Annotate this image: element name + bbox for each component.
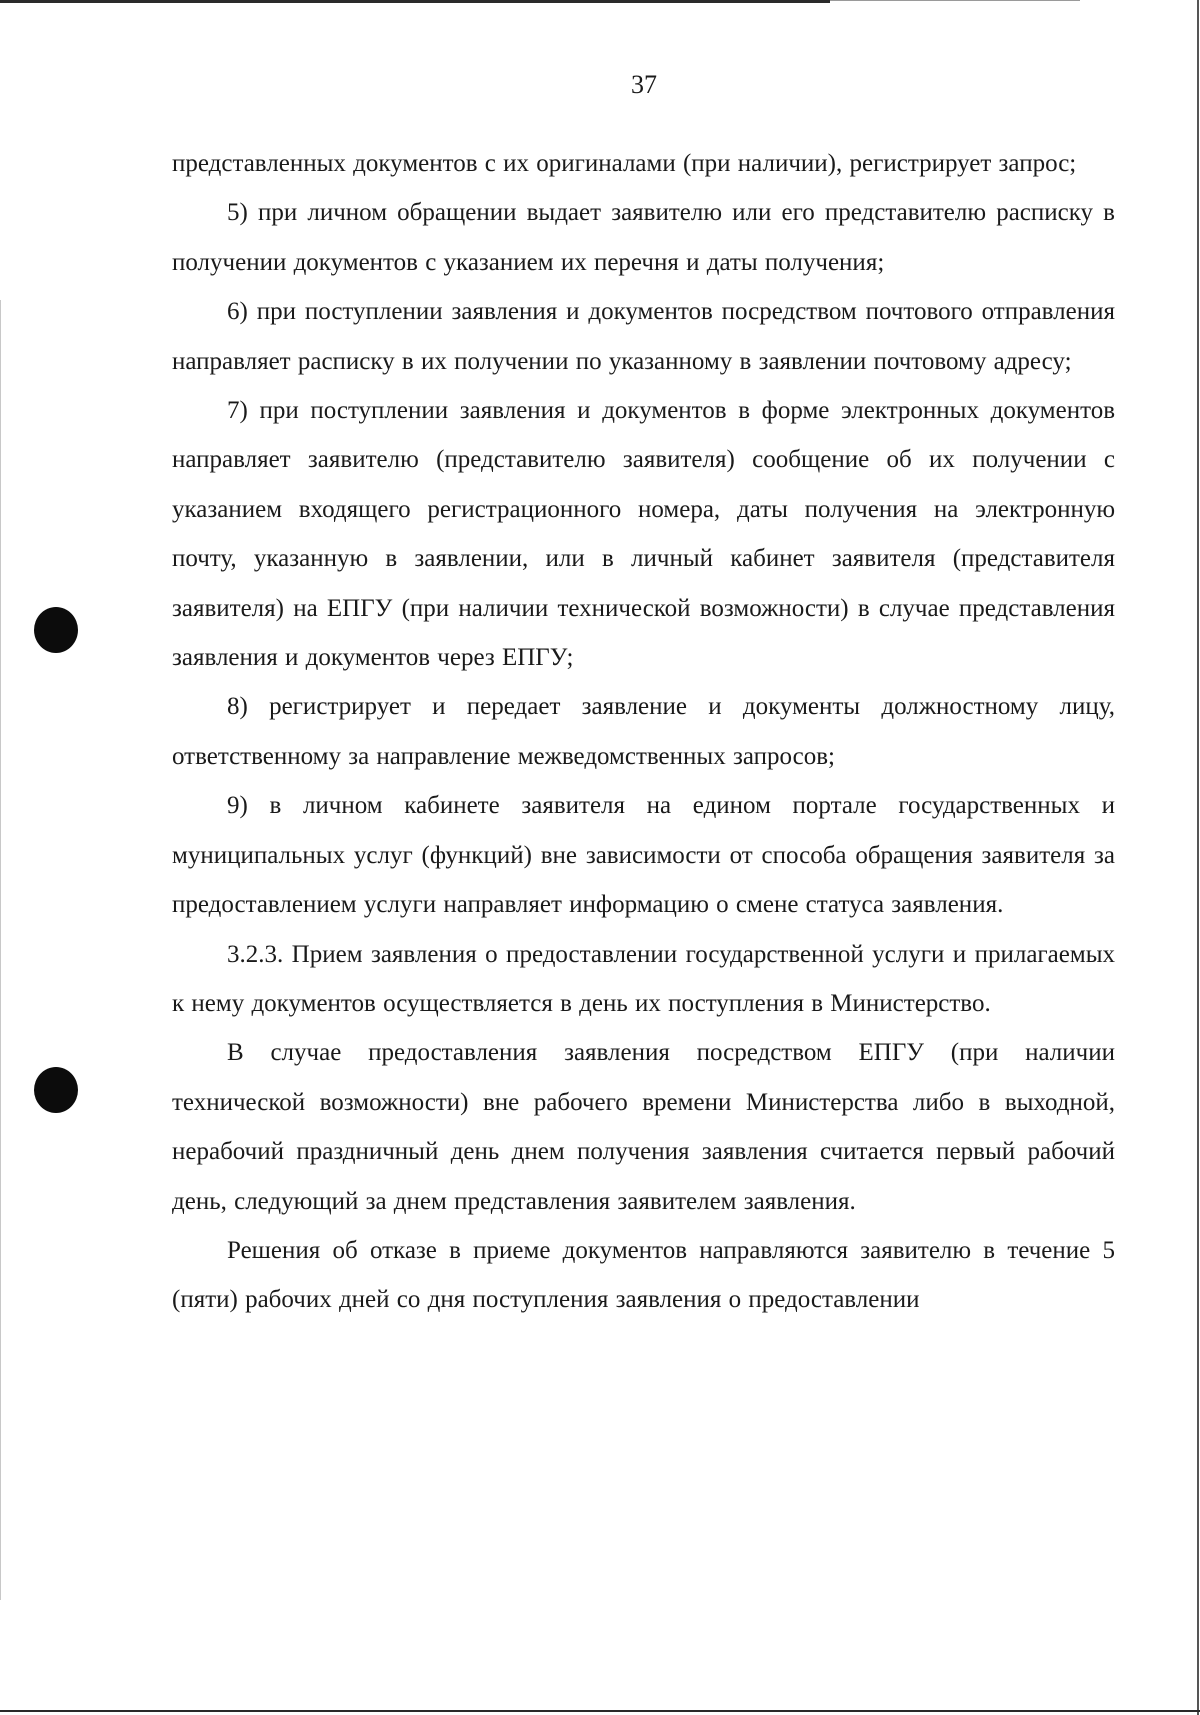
- scan-left-edge: [0, 300, 1, 1600]
- scan-bottom-edge: [0, 1710, 1200, 1712]
- paragraph: представленных документов с их оригиналами (при наличии), регистрирует запрос;: [172, 150, 1077, 177]
- paragraph: В случае предоставления заявления посредством ЕПГУ (при наличии технической возможности) вне рабочего времени Министерства либо в выходной, нерабочий праздничный день днем получения заявления считается первый рабочий день, следующий за днем представления заявителем заявления.: [172, 1039, 1115, 1215]
- scan-right-edge: [1197, 0, 1199, 1715]
- page-number: 37: [631, 70, 657, 99]
- punch-hole-lower: [34, 1067, 78, 1113]
- paragraph: 7) при поступлении заявления и документов в форме электронных документов направляет заявителю (представителю заявителя) сообщение об их получении с указанием входящего регистрационного номера, даты получения на электронную почту, указанную в заявлении, или в личный кабинет заявителя (представителя заявителя) на ЕПГУ (при наличии технической возможности) в случае представления заявления и документов через ЕПГУ;: [172, 397, 1115, 672]
- paragraph: 5) при личном обращении выдает заявителю или его представителю расписку в получении документов с указанием их перечня и даты получения;: [172, 199, 1115, 276]
- paragraph: 3.2.3. Прием заявления о предоставлении государственной услуги и прилагаемых к нему документов осуществляется в день их поступления в Министерство.: [172, 940, 1115, 1017]
- paragraph: 9) в личном кабинете заявителя на едином портале государственных и муниципальных услуг (функций) вне зависимости от способа обращения заявителя за предоставлением услуги направляет информацию о смене статуса заявления.: [172, 792, 1115, 919]
- punch-hole-upper: [34, 607, 78, 653]
- paragraph: Решения об отказе в приеме документов направляются заявителю в течение 5 (пяти) рабочих дней со дня поступления заявления о предоставлении: [172, 1236, 1115, 1314]
- paragraph: 6) при поступлении заявления и документов посредством почтового отправления направляет расписку в их получении по указанному в заявлении почтовому адресу;: [172, 298, 1115, 375]
- scan-top-edge-faint: [830, 0, 1080, 1]
- scan-top-edge: [0, 0, 830, 3]
- body-text: [172, 139, 1115, 1325]
- paragraph: 8) регистрирует и передает заявление и документы должностному лицу, ответственному за направление межведомственных запросов;: [172, 693, 1115, 770]
